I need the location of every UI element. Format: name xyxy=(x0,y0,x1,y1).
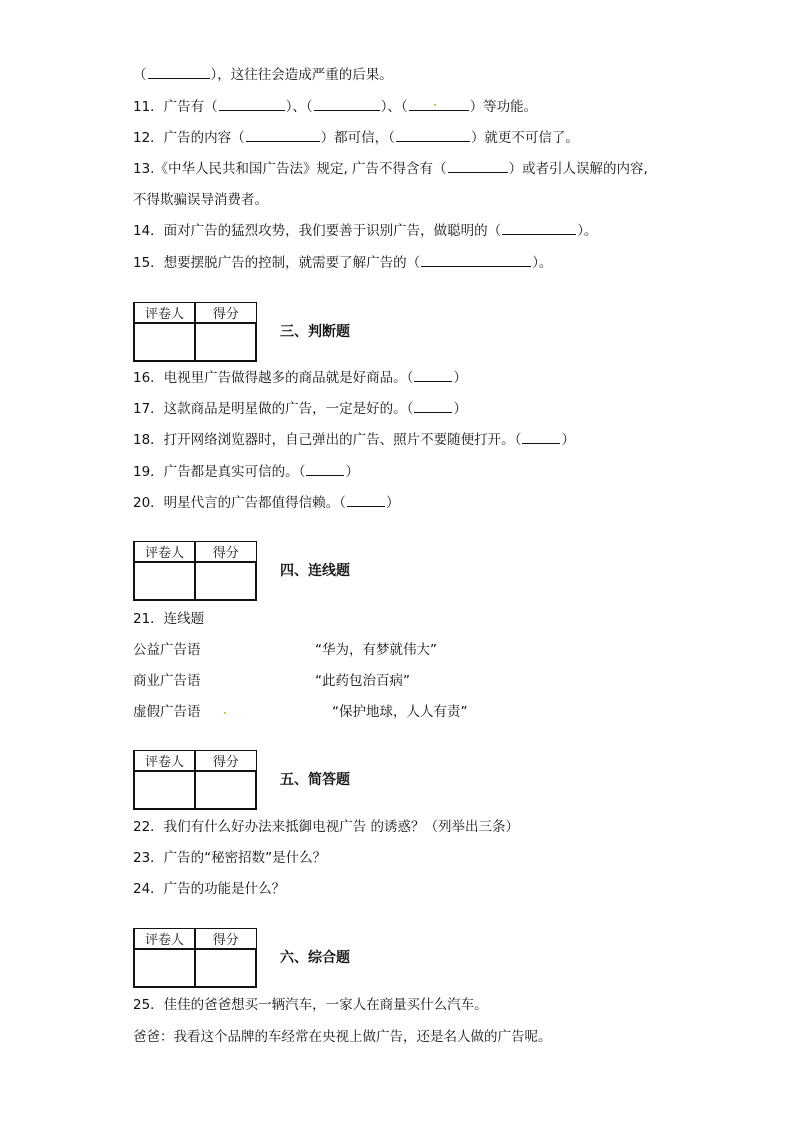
answer-blank[interactable] xyxy=(502,221,576,235)
question-12: 12．广告的内容（ ）都可信，（ ）就更不可信了。 xyxy=(133,130,579,146)
match-left-2[interactable]: 商业广告语 xyxy=(133,673,201,689)
answer-blank[interactable] xyxy=(306,462,344,476)
section-title-3: 三、判断题 xyxy=(280,324,350,340)
reviewer-cell[interactable] xyxy=(134,949,195,987)
reviewer-label: 评卷人 xyxy=(134,929,195,950)
section-title-4: 四、连线题 xyxy=(280,563,350,579)
reviewer-cell[interactable] xyxy=(134,771,195,809)
match-right-1[interactable]: “华为，有梦就伟大” xyxy=(315,642,437,658)
score-box xyxy=(133,928,257,988)
match-right-3[interactable]: “保护地球，人人有责” xyxy=(332,704,468,720)
answer-blank[interactable] xyxy=(314,97,380,111)
score-box xyxy=(133,302,257,362)
score-cell[interactable] xyxy=(195,949,256,987)
question-19: 19．广告都是真实可信的。（ ） xyxy=(133,464,359,480)
answer-blank[interactable] xyxy=(522,430,560,444)
score-cell[interactable] xyxy=(195,323,256,361)
answer-blank[interactable] xyxy=(414,399,452,413)
question-16: 16．电视里广告做得越多的商品就是好商品。（ ） xyxy=(133,370,467,386)
speck xyxy=(224,712,226,714)
match-left-1[interactable]: 公益广告语 xyxy=(133,642,201,658)
answer-blank[interactable] xyxy=(246,128,320,142)
answer-blank[interactable] xyxy=(448,159,508,173)
answer-blank[interactable] xyxy=(421,253,531,267)
reviewer-label: 评卷人 xyxy=(134,303,195,324)
answer-blank[interactable] xyxy=(219,97,285,111)
answer-blank[interactable] xyxy=(409,97,469,111)
question-15: 15．想要摆脱广告的控制，就需要了解广告的（ ）。 xyxy=(133,255,553,271)
question-13-line2: 不得欺骗误导消费者。 xyxy=(133,192,268,208)
answer-blank[interactable] xyxy=(148,65,210,79)
section-title-6: 六、综合题 xyxy=(280,950,350,966)
score-box xyxy=(133,541,257,601)
score-label: 得分 xyxy=(195,303,256,324)
score-cell[interactable] xyxy=(195,771,256,809)
question-24: 24．广告的功能是什么？ xyxy=(133,881,286,897)
question-13: 13.《中华人民共和国广告法》规定, 广告不得含有（ ）或者引人误解的内容, xyxy=(133,161,648,177)
question-17: 17．这款商品是明星做的广告，一定是好的。（ ） xyxy=(133,401,467,417)
match-left-3[interactable]: 虚假广告语 xyxy=(133,704,201,720)
question-22: 22．我们有什么好办法来抵御电视广告 的诱惑？（列举出三条） xyxy=(133,819,519,835)
reviewer-label: 评卷人 xyxy=(134,751,195,772)
score-box xyxy=(133,750,257,810)
reviewer-cell[interactable] xyxy=(134,323,195,361)
answer-blank[interactable] xyxy=(414,368,452,382)
match-right-2[interactable]: “此药包治百病” xyxy=(315,673,410,689)
question-21: 21．连线题 xyxy=(133,611,205,627)
question-20: 20．明星代言的广告都值得信赖。（ ） xyxy=(133,495,400,511)
reviewer-cell[interactable] xyxy=(134,562,195,600)
score-label: 得分 xyxy=(195,929,256,950)
question-25-dad: 爸爸：我看这个品牌的车经常在央视上做广告，还是名人做的广告呢。 xyxy=(133,1029,552,1045)
question-18: 18．打开网络浏览器时，自己弹出的广告、照片不要随便打开。（ ） xyxy=(133,432,575,448)
score-label: 得分 xyxy=(195,542,256,563)
answer-blank[interactable] xyxy=(347,493,385,507)
score-cell[interactable] xyxy=(195,562,256,600)
q10-tail: （ ），这往往会造成严重的后果。 xyxy=(133,67,393,83)
answer-blank[interactable] xyxy=(396,128,470,142)
score-label: 得分 xyxy=(195,751,256,772)
section-title-5: 五、简答题 xyxy=(280,772,350,788)
speck xyxy=(434,104,436,106)
question-14: 14．面对广告的猛烈攻势，我们要善于识别广告，做聪明的（ ）。 xyxy=(133,223,598,239)
question-25: 25．佳佳的爸爸想买一辆汽车，一家人在商量买什么汽车。 xyxy=(133,997,488,1013)
question-23: 23．广告的“秘密招数”是什么？ xyxy=(133,850,327,866)
question-11: 11．广告有（ ）、（ ）、（ ）等功能。 xyxy=(133,99,538,115)
reviewer-label: 评卷人 xyxy=(134,542,195,563)
